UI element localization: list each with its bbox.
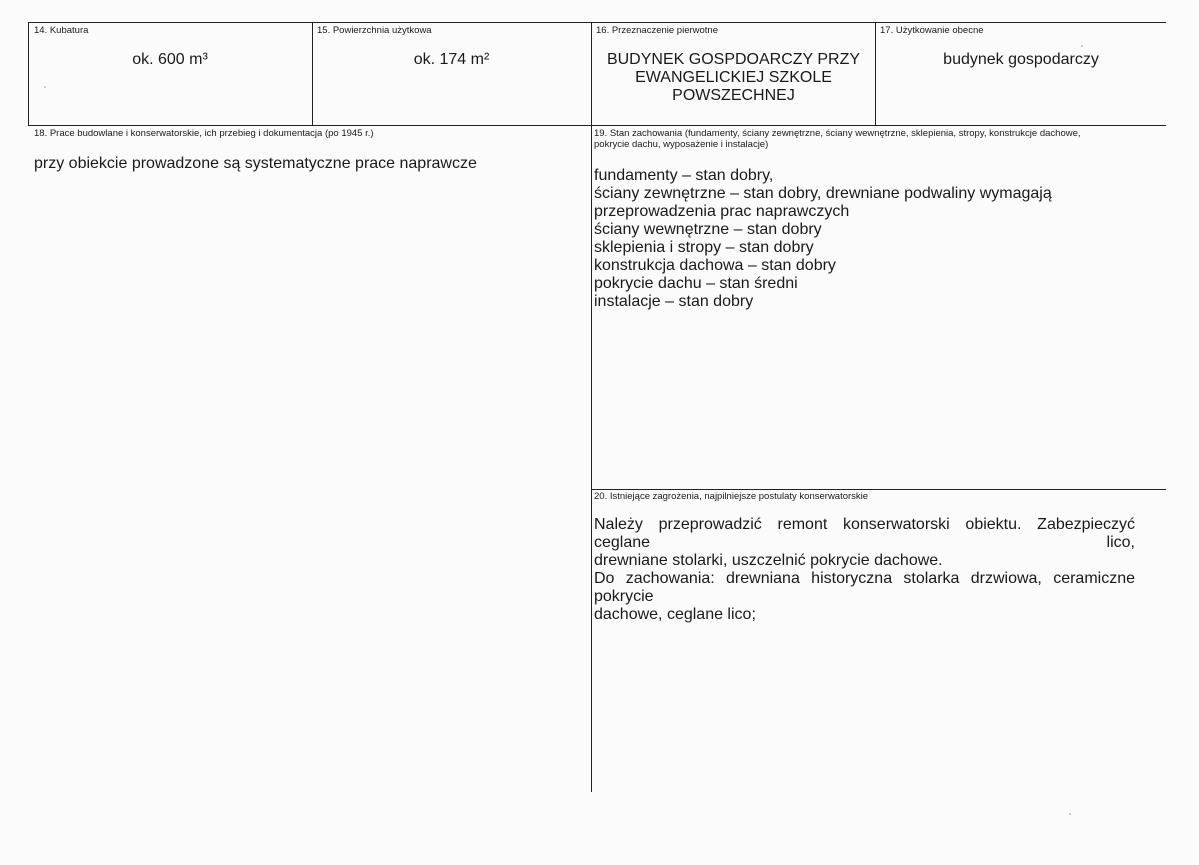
scan-speck <box>1081 45 1083 47</box>
field-20-value <box>594 516 1135 624</box>
field-20-label: 20. Istniejące zagrożenia, najpilniejsze postulaty konserwatorskie <box>594 491 869 502</box>
field-15-label: 15. Powierzchnia użytkowa <box>317 25 432 36</box>
field-19-value-line: sklepienia i stropy – stan dobry <box>594 239 814 256</box>
field-19-label: 19. Stan zachowania (fundamenty, ściany zewnętrzne, ściany wewnętrzne, sklepienia, stropy, konstrukcje dachowe, pokrycie dachu, wyposażenie i instalacje) <box>594 128 1081 150</box>
field-17-value: budynek gospodarczy <box>943 51 1099 68</box>
top-border <box>28 22 1166 23</box>
field-16-value-line: POWSZECHNEJ <box>672 87 795 104</box>
field-16-value-line: EWANGELICKIEJ SZKOLE <box>635 69 832 86</box>
field-20-value-line: drewniane stolarki, uszczelnić pokrycie dachowe. <box>594 552 943 569</box>
field-16-label: 16. Przeznaczenie pierwotne <box>596 25 718 36</box>
field-16-value-line: BUDYNEK GOSPDOARCZY PRZY <box>606 51 861 68</box>
monument-record-form <box>28 22 1166 792</box>
field-18-label: 18. Prace budowlane i konserwatorskie, ich przebieg i dokumentacja (po 1945 r.) <box>34 128 374 139</box>
field-17-label: 17. Użytkowanie obecne <box>880 25 984 36</box>
col-divider-14-15 <box>312 22 313 125</box>
field-19-value-line: pokrycie dachu – stan średni <box>594 275 798 292</box>
left-border <box>28 22 29 125</box>
right-section-divider <box>592 489 1166 490</box>
field-19-value-line: instalacje – stan dobry <box>594 293 754 310</box>
field-15-value: ok. 174 m² <box>413 51 490 68</box>
scan-speck <box>1069 813 1071 815</box>
field-16-value <box>592 51 875 105</box>
field-20-value-line: dachowe, ceglane lico; <box>594 606 756 623</box>
field-18-value: przy obiekcie prowadzone są systematyczne prace naprawcze <box>34 155 477 172</box>
main-col-divider <box>591 22 592 792</box>
field-19-value <box>594 167 1052 311</box>
field-20-value-line: Do zachowania: drewniana historyczna stolarka drzwiowa, ceramiczne pokrycie <box>594 570 1135 605</box>
field-14-label: 14. Kubatura <box>34 25 89 36</box>
field-19-value-line: konstrukcja dachowa – stan dobry <box>594 257 836 274</box>
scan-speck <box>44 86 46 88</box>
field-20-value-line: Należy przeprowadzić remont konserwatorski obiektu. Zabezpieczyć ceglane lico, <box>594 516 1135 551</box>
col-divider-16-17 <box>875 22 876 125</box>
field-19-value-line: fundamenty – stan dobry, <box>594 167 774 184</box>
field-14-value: ok. 600 m³ <box>132 51 208 68</box>
field-19-value-line: ściany wewnętrzne – stan dobry <box>594 221 822 238</box>
field-19-value-line: ściany zewnętrzne – stan dobry, drewniane podwaliny wymagają <box>594 185 1052 202</box>
row-divider <box>28 125 1166 126</box>
field-19-value-line: przeprowadzenia prac naprawczych <box>594 203 850 220</box>
